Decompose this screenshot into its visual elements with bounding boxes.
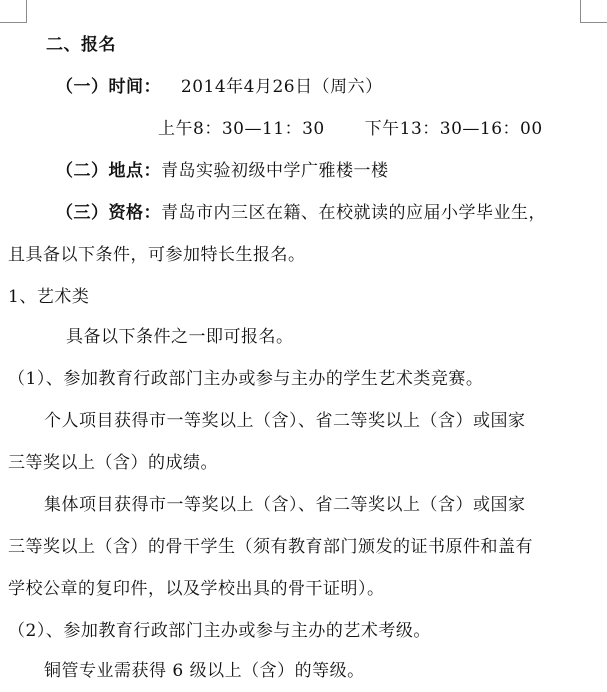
page-corner-mark-left xyxy=(0,0,27,23)
individual-line-1: 个人项目获得市一等奖以上（含）、省二等奖以上（含）或国家 xyxy=(44,411,526,431)
qualification-row xyxy=(56,202,546,224)
time-label: （一）时间： xyxy=(56,77,161,97)
individual-line-2: 三等奖以上（含）的成绩。 xyxy=(8,453,218,473)
time-row xyxy=(56,76,383,98)
location-label: （二）地点： xyxy=(56,161,161,181)
section-heading: 二、报名 xyxy=(46,35,116,55)
qualification-line1: 青岛市内三区在籍、在校就读的应届小学毕业生， xyxy=(161,203,546,223)
group-line-3: 学校公章的复印件，以及学校出具的骨干证明）。 xyxy=(8,579,385,599)
art-item-1: （1）、参加教育行政部门主办或参与主办的学生艺术类竞赛。 xyxy=(8,369,484,389)
art-intro: 具备以下条件之一即可报名。 xyxy=(66,327,294,347)
group-line-1: 集体项目获得市一等奖以上（含）、省二等奖以上（含）或国家 xyxy=(44,495,526,515)
time-date: 2014年4月26日（周六） xyxy=(180,77,383,97)
page-corner-mark-right xyxy=(580,0,607,23)
time-slots-row xyxy=(158,118,543,140)
group-line-2: 三等奖以上（含）的骨干学生（须有教育部门颁发的证书原件和盖有 xyxy=(8,537,533,557)
art-item-2: （2）、参加教育行政部门主办或参与主办的艺术考级。 xyxy=(8,621,431,641)
time-morning: 上午8：30—11：30 xyxy=(158,119,325,139)
time-afternoon: 下午13：30—16：00 xyxy=(364,119,543,139)
location-value: 青岛实验初级中学广雅楼一楼 xyxy=(161,161,389,181)
art-category-title: 1、艺术类 xyxy=(8,287,90,307)
location-row xyxy=(56,160,389,182)
qualification-label: （三）资格： xyxy=(56,203,161,223)
qualification-line2: 且具备以下条件，可参加特长生报名。 xyxy=(8,245,306,265)
brass-requirement: 铜管专业需获得 6 级以上（含）的等级。 xyxy=(44,661,365,681)
